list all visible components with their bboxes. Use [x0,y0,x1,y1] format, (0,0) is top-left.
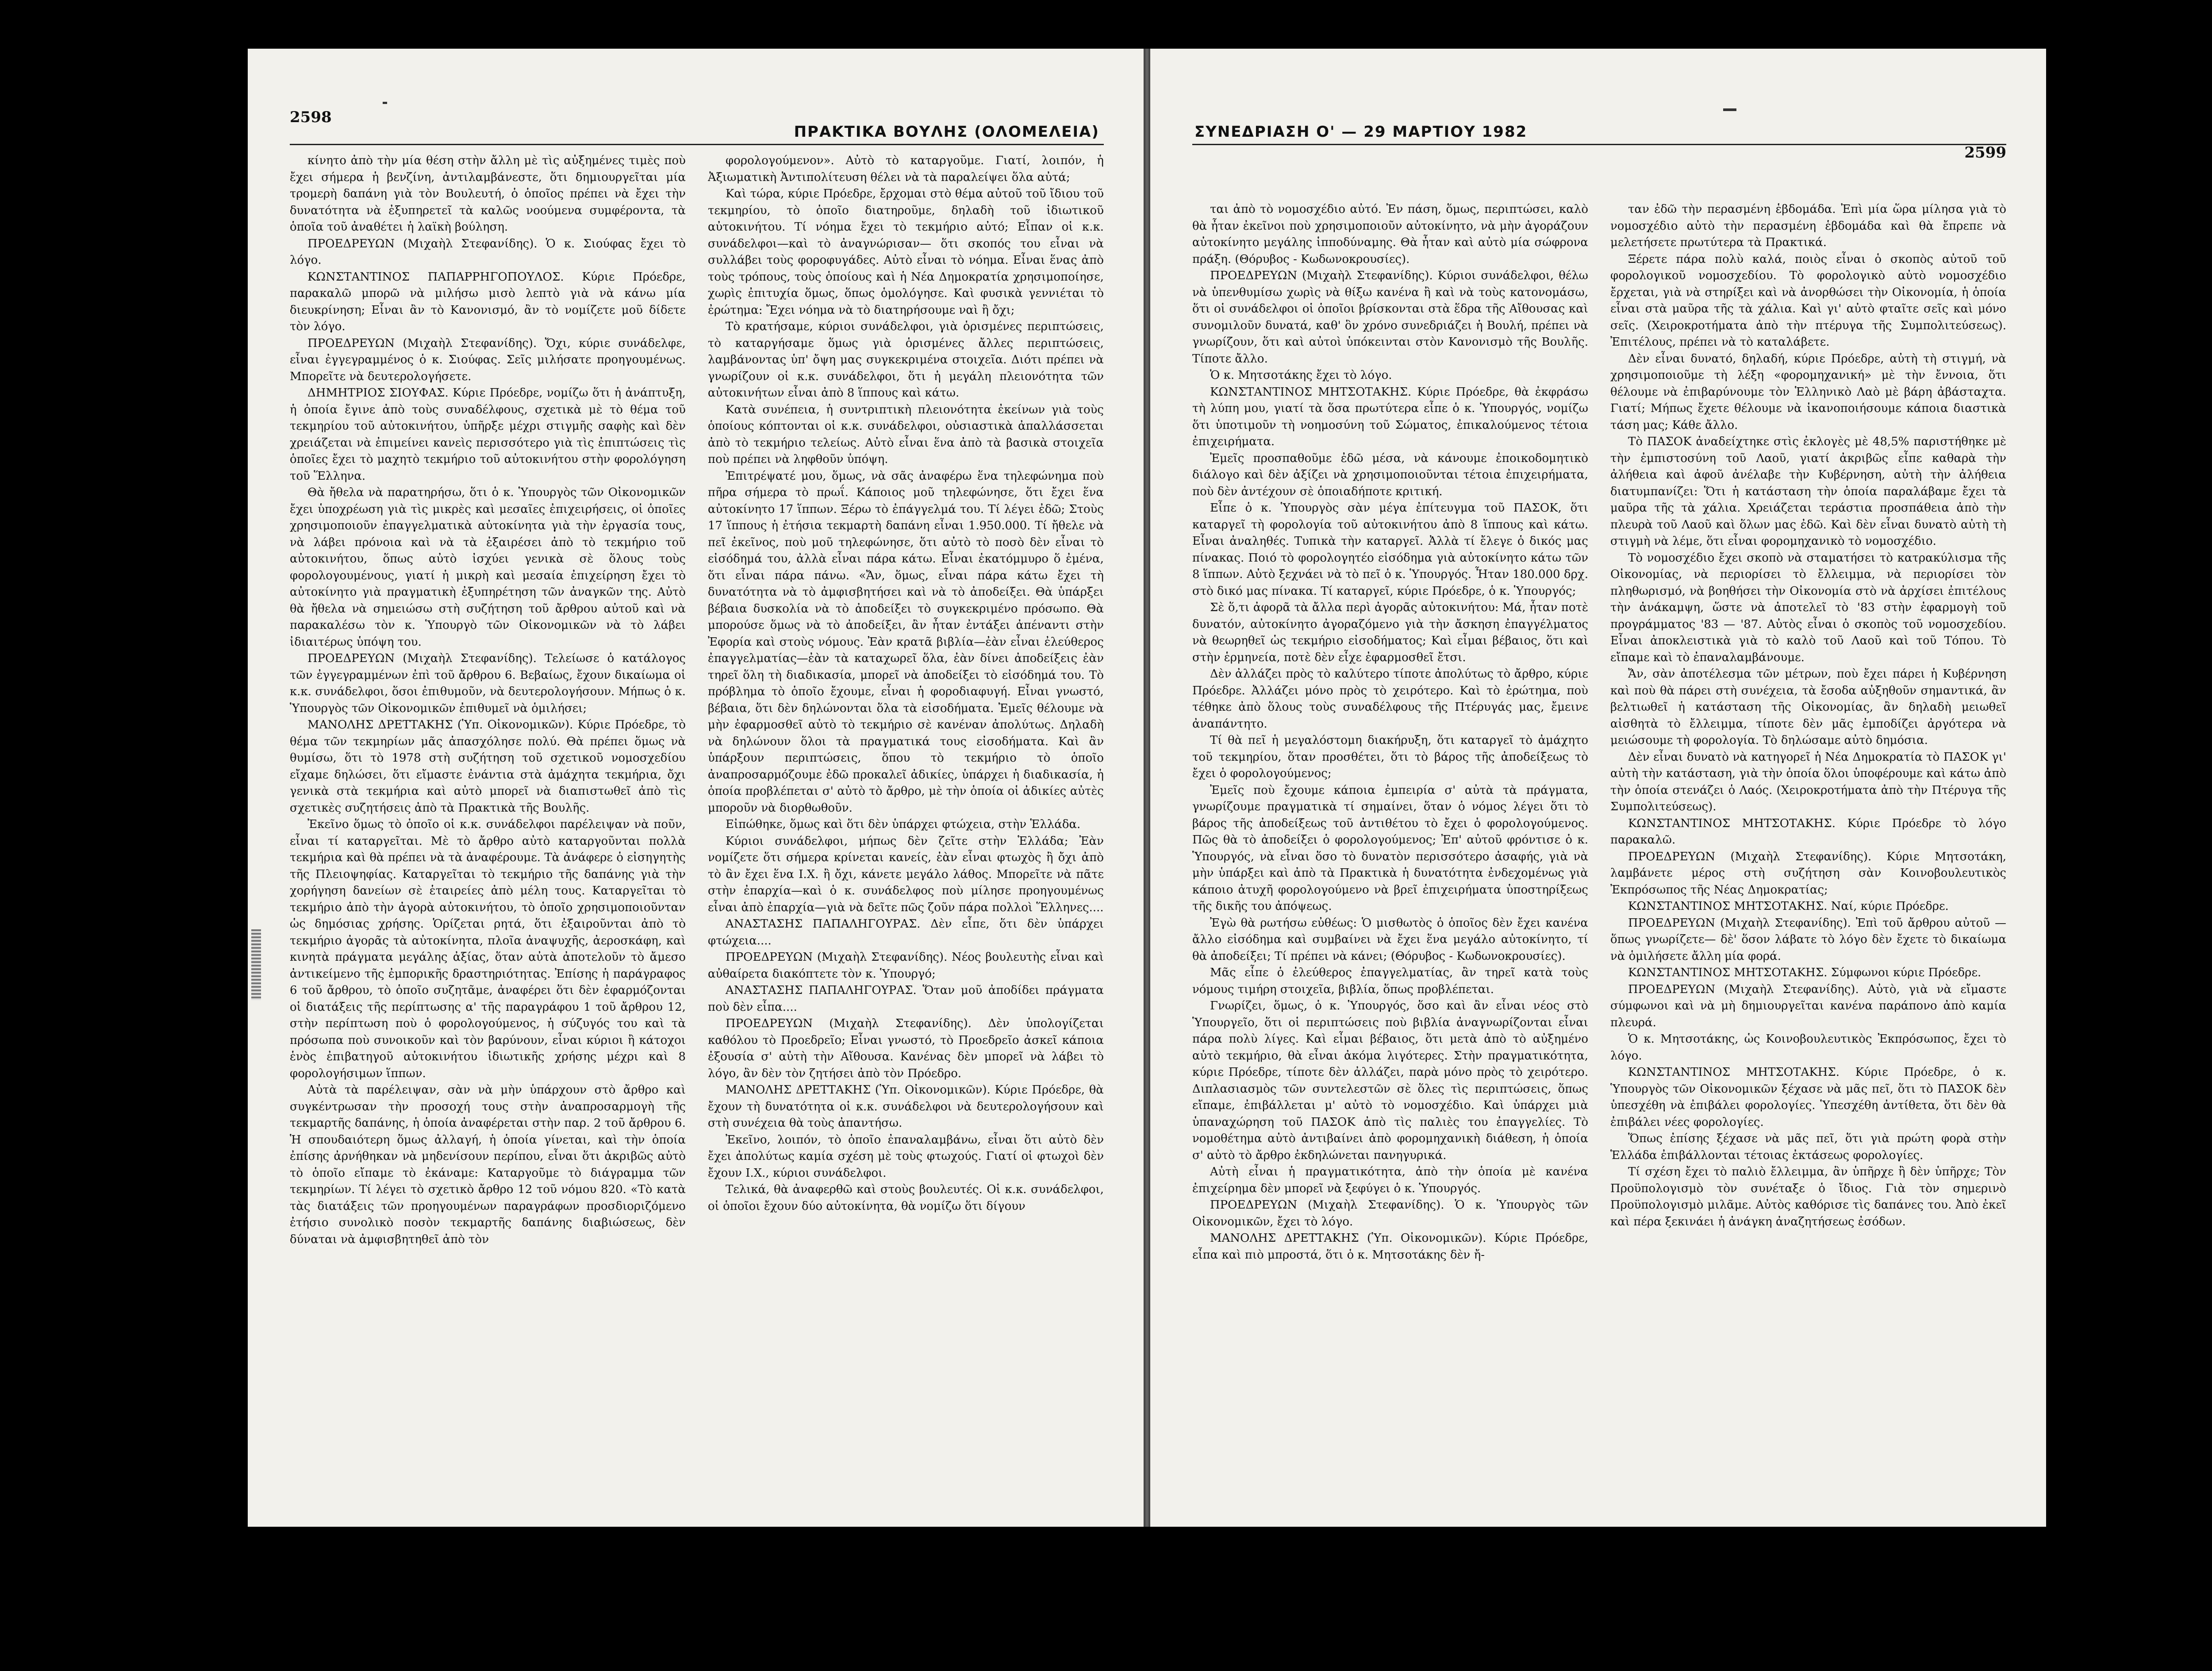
paragraph: ταν ἐδῶ τὴν περασμένη ἑβδομάδα. Ἐπὶ μία ὥρα μίλησα γιὰ τὸ νομοσχέδιο αὐτὸ τὴν περασμένη ἑβδομάδα καὶ θὰ ἔπρεπε νὰ μελετήσετε πρωτύτερα τὰ Πρακτικά. [1610,203,2006,249]
paragraph: ΑΝΑΣΤΑΣΗΣ ΠΑΠΑΛΗΓΟΥΡΑΣ. Δὲν εἶπε, ὅτι δὲν ὑπάρχει φτώχεια.... [708,917,1104,947]
paragraph: ΚΩΝΣΤΑΝΤΙΝΟΣ ΜΗΤΣΟΤΑΚΗΣ. Ναί, κύριε Πρόεδρε. [1628,900,1949,913]
paragraph: ΠΡΟΕΔΡΕΥΩΝ (Μιχαὴλ Στεφανίδης). Δὲν ὑπολογίζεται καθόλου τὸ Προεδρεῖο; Εἶναι γνωστό, τὸ Προεδρεῖο ἀσκεῖ κάποια ἐξουσία σ' αὐτὴ τὴν Αἴθουσα. Κανένας δὲν μπορεῖ νὰ λάβει τὸ λόγο, ἂν δὲν τὸν ζητήσει ἀπὸ τὸν Πρόεδρο. [708,1017,1104,1080]
text-column [290,153,686,1487]
paragraph: ΠΡΟΕΔΡΕΥΩΝ (Μιχαὴλ Στεφανίδης). Τελείωσε ὁ κατάλογος τῶν ἐγγεγραμμένων ἐπὶ τοῦ ἄρθρου 6. Βεβαίως, ἔχουν δικαίωμα οἱ κ.κ. συνάδελφοι, ὅσοι ἐπιθυμοῦν, νὰ δευτερολογήσουν. Μήπως ὁ κ. Ὑπουργὸς τῶν Οἰκονομικῶν ἐπιθυμεῖ νὰ ὁμιλήσει; [290,652,686,715]
paragraph: Κατὰ συνέπεια, ἡ συντριπτικὴ πλειονότητα ἐκείνων γιὰ τοὺς ὁποίους κόπτονται οἱ κ.κ. συνάδελφοι, οὐσιαστικὰ ἀπαλλάσσεται ἀπὸ τὸ τεκμήριο τελείως. Αὐτὸ εἶναι ἕνα ἀπὸ τὰ βασικὰ στοιχεῖα ποὺ πρέπει νὰ ληφθοῦν ὑπόψη. [708,403,1104,466]
paragraph: ΚΩΝΣΤΑΝΤΙΝΟΣ ΜΗΤΣΟΤΑΚΗΣ. Σύμφωνοι κύριε Πρόεδρε. [1628,966,1982,979]
paragraph: Τί σχέση ἔχει τὸ παλιὸ ἔλλειμμα, ἂν ὑπῆρχε ἢ δὲν ὑπῆρχε; Τὸν Προϋπολογισμὸ τὸν συνέταξε ὁ ἴδιος. Γιὰ τὸν σημερινὸ Προϋπολογισμὸ μιλᾶμε. Αὐτὸς καθόρισε τὶς δαπάνες του. Ἀπὸ ἐκεῖ καὶ πέρα ξεκινάει ἡ ἀνάγκη ἀναζητήσεως ἐσόδων. [1610,1165,2006,1228]
header-rule [1192,144,2006,145]
paragraph: Ὁ κ. Μητσοτάκης ἔχει τὸ λόγο. [1210,369,1392,382]
paragraph: Τὸ ΠΑΣΟΚ ἀναδείχτηκε στὶς ἐκλογὲς μὲ 48,5% παριστήθηκε μὲ τὴν ἐμπιστοσύνη τοῦ Λαοῦ, γιατί ἀκριβῶς εἶπε καθαρὰ τὴν ἀλήθεια καὶ ἀφοῦ ἀνέλαβε τὴν Κυβέρνηση, αὐτὴ τὴν ἀλήθεια διατυμπανίζει: Ὅτι ἡ κατάσταση τὴν ὁποία παραλάβαμε ἔχει τὰ μαῦρα τῆς τὰ χάλια. Χρειάζεται τεράστια προσπάθεια ἀπὸ τὴν πλευρὰ τοῦ Λαοῦ καὶ ὅλων μας ἐδῶ. Καὶ δὲν εἶναι δυνατὸ αὐτὴ τὴ στιγμὴ νὰ λέμε, ὅτι εἶναι φορομηχανικὸ τὸ νομοσχέδιο. [1610,435,2006,548]
text-column [1192,201,1588,1487]
paragraph: Ἐμεῖς προσπαθοῦμε ἐδῶ μέσα, νὰ κάνουμε ἐποικοδομητικὸ διάλογο καὶ δὲν ἀξίζει νὰ χρησιμοποιοῦνται τέτοια ἐπιχειρήματα, ποὺ δὲν ἀντέχουν σὲ ὁποιαδήποτε κριτική. [1192,451,1588,498]
paragraph: ΠΡΟΕΔΡΕΥΩΝ (Μιχαὴλ Στεφανίδης). Ὁ κ. Σιούφας ἔχει τὸ λόγο. [290,237,686,267]
paragraph: Τί θὰ πεῖ ἡ μεγαλόστομη διακήρυξη, ὅτι καταργεῖ τὸ ἀμάχητο τοῦ τεκμηρίου, ὅταν προσθέτει, ὅτι τὸ βάρος τῆς ἀποδείξεως τὸ ἔχει ὁ φορολογούμενος; [1192,734,1588,780]
paragraph: Ἐκεῖνο ὅμως τὸ ὁποῖο οἱ κ.κ. συνάδελφοι παρέλειψαν νὰ ποῦν, εἶναι τί καταργεῖται. Μὲ τὸ ἄρθρο αὐτὸ καταργοῦνται πολλὰ τεκμήρια καὶ θὰ πρέπει νὰ τὰ ἀναφέρουμε. Τὰ ἀνάφερε ὁ εἰσηγητὴς τῆς Πλειοψηφίας. Καταργεῖται τὸ τεκμήριο τῆς δαπάνης γιὰ τὴν χορήγηση δανείων σὲ ἑταιρείες ἀπὸ μέλη τους. Καταργεῖται τὸ τεκμήριο ἀπὸ τὴν ἀγορὰ αὐτοκινήτου, τὸ ὁποῖο χρησιμοποιοῦνταν ὡς δημόσιας χρήσης. Ὁρίζεται ρητά, ὅτι ἐξαιροῦνται ἀπὸ τὸ τεκμήριο ἀγορᾶς τὰ αὐτοκίνητα, πλοῖα ἀναψυχῆς, ἀεροσκάφη, καὶ κινητὰ πράγματα μεγάλης ἀξίας, ὅταν αὐτὰ ἀποτελοῦν τὸ ἄμεσο ἀντικείμενο τῆς ἐμπορικῆς δραστηριότητας. Ἐπίσης ἡ παράγραφος 6 τοῦ ἄρθρου, τὸ ὁποῖο συζητᾶμε, ἀναφέρει ὅτι δὲν ἐφαρμόζονται οἱ διατάξεις τῆς περίπτωσης α' τῆς παραγράφου 1 τοῦ ἄρθρου 12, στὴν περίπτωση ποὺ ὁ φορολογούμενος, ἡ σύζυγός του καὶ τὰ πρόσωπα ποὺ συνοικοῦν καὶ τὸν βαρύνουν, εἶναι κύριοι ἢ κάτοχοι ἑνὸς ἐπιβατηγοῦ αὐτοκινήτου ἰδιωτικῆς χρήσης μέχρι καὶ 8 φορολογήσιμων ἵππων. [290,818,686,1080]
book-gutter [1144,49,1150,1527]
paragraph: Ἄν, σὰν ἀποτέλεσμα τῶν μέτρων, ποὺ ἔχει πάρει ἡ Κυβέρνηση καὶ ποὺ θὰ πάρει στὴ συνέχεια, τὰ ἔσοδα αὐξηθοῦν σημαντικά, ἂν βελτιωθεῖ ἡ κατάσταση τῆς Οἰκονομίας, ἂν δηλαδὴ μειωθεῖ αἰσθητὰ τὸ ἔλλειμμα, τίποτε δὲν μᾶς ἐμποδίζει ἀργότερα νὰ μειώσουμε τὴ φορολογία. Τὸ δηλώσαμε αὐτὸ δημόσια. [1610,667,2006,747]
ink-mark [1723,108,1736,111]
paragraph: Ἐκεῖνο, λοιπόν, τὸ ὁποῖο ἐπαναλαμβάνω, εἶναι ὅτι αὐτὸ δὲν ἔχει ἀπολύτως καμία σχέση μὲ τοὺς φτωχούς. Γιατί οἱ φτωχοὶ δὲν ἔχουν Ι.Χ., κύριοι συνάδελφοι. [708,1133,1104,1180]
paragraph: Τὸ κρατήσαμε, κύριοι συνάδελφοι, γιὰ ὁρισμένες περιπτώσεις, τὸ καταργήσαμε ὅμως γιὰ ὁρισμένες ἄλλες περιπτώσεις, λαμβάνοντας ὑπ' ὄψη μας συγκεκριμένα στοιχεῖα. Διότι πρέπει νὰ γνωρίζουν οἱ κ.κ. συνάδελφοι, ὅτι ἡ μεγάλη πλειονότητα τῶν αὐτοκινήτων εἶναι ἀπὸ 8 ἵππους καὶ κάτω. [708,320,1104,400]
paragraph: Εἰπώθηκε, ὅμως καὶ ὅτι δὲν ὑπάρχει φτώχεια, στὴν Ἑλλάδα. [726,818,1081,831]
paragraph: Ὅπως ἐπίσης ξέχασε νὰ μᾶς πεῖ, ὅτι γιὰ πρώτη φορὰ στὴν Ἑλλάδα ἐπιβάλλονται τέτοιας ἐκτάσεως φορολογίες. [1610,1132,2006,1162]
paragraph: Δὲν ἀλλάζει πρὸς τὸ καλύτερο τίποτε ἀπολύτως τὸ ἄρθρο, κύριε Πρόεδρε. Ἀλλάζει μόνο πρὸς τὸ χειρότερο. Καὶ τὸ ἐρώτημα, ποὺ τέθηκε ἀπὸ ὅλους τοὺς συναδέλφους τῆς Πτέρυγάς μας, ἔμεινε ἀναπάντητο. [1192,667,1588,731]
edge-stamp [251,929,261,1000]
paragraph: Τελικά, θὰ ἀναφερθῶ καὶ στοὺς βουλευτές. Οἱ κ.κ. συνάδελφοι, οἱ ὁποῖοι ἔχουν δύο αὐτοκίνητα, θὰ νομίζω ὅτι δίγουν [708,1183,1104,1213]
paragraph: ΠΡΟΕΔΡΕΥΩΝ (Μιχαὴλ Στεφανίδης). Κύριοι συνάδελφοι, θέλω νὰ ὑπενθυμίσω χωρὶς νὰ θίξω κανένα ἢ καὶ νὰ τοὺς κατονομάσω, ὅτι οἱ συνάδελφοι οἱ ὁποῖοι βρίσκονται στὰ ἕδρα τῆς Αἴθουσας καὶ συνομιλοῦν δυνατά, καθ' ὃν χρόνο συνεδριάζει ἡ Βουλή, πρέπει νὰ γνωρίζουν, ὅτι καὶ αὐτοὶ ὑπόκεινται στὸν Κανονισμὸ τῆς Βουλῆς. Τίποτε ἄλλο. [1192,269,1588,366]
running-head: ΣΥΝΕΔΡΙΑΣΗ Ο' — 29 ΜΑΡΤΙΟΥ 1982 [1194,123,1528,141]
paragraph: Τὸ νομοσχέδιο ἔχει σκοπὸ νὰ σταματήσει τὸ κατρακύλισμα τῆς Οἰκονομίας, νὰ περιορίσει τὸ ἔλλειμμα, νὰ περιορίσει τὸν πληθωρισμό, νὰ βοηθήσει τὴν Οἰκονομία στὸ νὰ ἀρχίσει ἐπιτέλους τὴν ἀνάκαμψη, ὥστε νὰ ἀποτελεῖ τὸ '83 στὴν ἐφαρμογὴ τοῦ προγράμματος '83 — '87. Αὐτὸς εἶναι ὁ σκοπὸς τοῦ νομοσχεδίου. Εἶναι ἀποκλειστικὰ γιὰ τὸ καλὸ τοῦ Λαοῦ καὶ τοῦ Τόπου. Τὸ εἴπαμε καὶ τὸ ἐπαναλαμβάνουμε. [1610,551,2006,664]
paragraph: Ὁ κ. Μητσοτάκης, ὡς Κοινοβουλευτικὸς Ἐκπρόσωπος, ἔχει τὸ λόγο. [1610,1032,2006,1063]
paragraph: Γνωρίζει, ὅμως, ὁ κ. Ὑπουργός, ὅσο καὶ ἂν εἶναι νέος στὸ Ὑπουργεῖο, ὅτι οἱ περιπτώσεις ποὺ βιβλία ἀναγνωρίζονται εἶναι πάρα πολὺ λίγες. Καὶ εἶμαι βέβαιος, ὅτι μετὰ ἀπὸ τὸ αὐξημένο αὐτὸ τεκμήριο, θὰ εἶναι ἀκόμα λιγότερες. Στὴν πραγματικότητα, κύριε Πρόεδρε, τίποτε δὲν ἀλλάζει, παρὰ μόνο πρὸς τὸ χειρότερο. Διπλασιασμὸς τῶν συντελεστῶν σὲ ὅλες τὶς περιπτώσεις, ὅπως εἴπαμε, ἐπιβάλλεται μ' αὐτὸ τὸ νομοσχέδιο. Καὶ ὑπάρχει μιὰ ὑπαναχώρηση τοῦ ΠΑΣΟΚ ἀπὸ τὶς παλιὲς του ἐπαγγελίες. Τὸ νομοθέτημα αὐτὸ ἀντιβαίνει ἀπὸ φορομηχανικὴ διάθεση, ἡ ὁποία σ' αὐτὸ τὸ ἄρθρο ἐκδηλώνεται πανηγυρικά. [1192,999,1588,1162]
right-page [1150,49,2046,1527]
paragraph: ΚΩΝΣΤΑΝΤΙΝΟΣ ΜΗΤΣΟΤΑΚΗΣ. Κύριε Πρόεδρε, θὰ ἐκφράσω τὴ λύπη μου, γιατί τὰ ὅσα πρωτύτερα εἶπε ὁ κ. Ὑπουργός, νομίζω ὅτι ὑποτιμοῦν τὴ νοημοσύνη τοῦ Σώματος, ἐπικαλούμενος τέτοια ἐπιχειρήματα. [1192,385,1588,448]
page-number: 2599 [1964,144,2006,162]
paragraph: Ξέρετε πάρα πολὺ καλά, ποιὸς εἶναι ὁ σκοπὸς αὐτοῦ τοῦ φορολογικοῦ νομοσχεδίου. Τὸ φορολογικὸ αὐτὸ νομοσχέδιο ἔρχεται, γιὰ νὰ στηρίξει καὶ νὰ ἀνορθώσει τὴν Οἰκονομία, ἡ ὁποία εἶναι στὰ μαῦρα τῆς τὰ χάλια. Καὶ γι' αὐτὸ φταῖτε σεῖς καὶ μόνο σεῖς. (Χειροκροτήματα ἀπὸ τὴν πτέρυγα τῆς Συμπολιτεύσεως). Ἐπιτέλους, πρέπει νὰ τὸ καταλάβετε. [1610,252,2006,349]
text-columns [1192,201,2006,1487]
paragraph: Κύριοι συνάδελφοι, μήπως δὲν ζεῖτε στὴν Ἑλλάδα; Ἐὰν νομίζετε ὅτι σήμερα κρίνεται κανείς, ἐὰν εἶναι φτωχὸς ἢ ὄχι ἀπὸ τὸ ἂν ἔχει ἕνα Ι.Χ. ἢ ὄχι, κάνετε μεγάλο λάθος. Μπορεῖτε νὰ πᾶτε στὴν ἐπαρχία—καὶ ὁ κ. συνάδελφος ποὺ μίλησε προηγουμένως εἶναι ἀπὸ ἐπαρχία—γιὰ νὰ δεῖτε πῶς ζοῦν πάρα πολλοὶ Ἕλληνες.... [708,834,1104,914]
ink-mark [383,102,387,104]
paragraph: ΠΡΟΕΔΡΕΥΩΝ (Μιχαὴλ Στεφανίδης). Ἐπὶ τοῦ ἄρθρου αὐτοῦ —ὅπως γνωρίζετε— δὲ' ὅσον λάβατε τὸ λόγο δὲν ἔχετε τὸ δικαίωμα νὰ ὁμιλήσετε ἄλλη μία φορά. [1610,916,2006,963]
left-page [248,49,1144,1527]
paragraph: ΚΩΝΣΤΑΝΤΙΝΟΣ ΠΑΠΑΡΡΗΓΟΠΟΥΛΟΣ. Κύριε Πρόεδρε, παρακαλῶ μπορῶ νὰ μιλήσω μισὸ λεπτὸ γιὰ νὰ κάνω μία διευκρίνηση; Εἶναι ἂν τὸ Κανονισμό, ἂν τὸ νομίζετε μοῦ δίδετε τὸν λόγο. [290,270,686,333]
paragraph: ΠΡΟΕΔΡΕΥΩΝ (Μιχαὴλ Στεφανίδης). Ὄχι, κύριε συνάδελφε, εἶναι ἐγγεγραμμένος ὁ κ. Σιούφας. Σεῖς μιλήσατε προηγουμένως. Μπορεῖτε νὰ δευτερολογήσετε. [290,336,686,383]
paragraph: ΜΑΝΟΛΗΣ ΔΡΕΤΤΑΚΗΣ (Ὑπ. Οἰκονομικῶν). Κύριε Πρόεδρε, τὸ θέμα τῶν τεκμηρίων μᾶς ἀπασχόλησε πολύ. Θὰ πρέπει ὅμως νὰ θυμίσω, ὅτι τὸ 1978 στὴ συζήτηση τοῦ σχετικοῦ νομοσχεδίου εἴχαμε δηλώσει, ὅτι εἴμαστε ἐνάντια στὰ ἀμάχητα τεκμήρια, ὄχι γενικὰ στὰ τεκμήρια καὶ αὐτὸ μπορεῖ νὰ διαπιστωθεῖ ἀπὸ τὶς σχετικὲς συζητήσεις ἀπὸ τὰ Πρακτικὰ τῆς Βουλῆς. [290,718,686,815]
text-column [1610,201,2006,1487]
paragraph: Μᾶς εἶπε ὁ ἐλεύθερος ἐπαγγελματίας, ἂν τηρεῖ κατὰ τοὺς νόμους τιμήρη στοιχεῖα, βιβλία, ὅπως προβλέπεται. [1192,966,1588,996]
paragraph: Εἶπε ὁ κ. Ὑπουργὸς σὰν μέγα ἐπίτευγμα τοῦ ΠΑΣΟΚ, ὅτι καταργεῖ τὴ φορολογία τοῦ αὐτοκινήτου ἀπὸ 8 ἵππους καὶ κάτω. Εἶναι ἀναληθές. Τυπικὰ τὴν καταργεῖ. Ἀλλὰ τί ἔλεγε ὁ δικός μας πίνακας. Ποιό τὸ φορολογητέο εἰσόδημα γιὰ αὐτοκίνητο κάτω τῶν 8 ἵππων. Αὐτὸ ξεχνάει νὰ τὸ πεῖ ὁ κ. Ὑπουργός. Ἦταν 180.000 δρχ. στὸ δικό μας πίνακα. Τί καταργεῖ, κύριε Πρόεδρε, ὁ κ. Ὑπουργός; [1192,501,1588,598]
page-number: 2598 [290,108,332,126]
paragraph: ΚΩΝΣΤΑΝΤΙΝΟΣ ΜΗΤΣΟΤΑΚΗΣ. Κύριε Πρόεδρε, ὁ κ. Ὑπουργὸς τῶν Οἰκονομικῶν ξέχασε νὰ μᾶς πεῖ, ὅτι τὸ ΠΑΣΟΚ δὲν ὑπεσχέθη νὰ ἐπιβάλει φορολογίες. Ὑπεσχέθη ἀντίθετα, ὅτι δὲν θὰ ἐπιβάλει νέες φορολογίες. [1610,1066,2006,1129]
paragraph: Θὰ ἤθελα νὰ παρατηρήσω, ὅτι ὁ κ. Ὑπουργὸς τῶν Οἰκονομικῶν ἔχει ὑποχρέωση γιὰ τὶς μικρὲς καὶ μεσαῖες ἐπιχειρήσεις, οἱ ὁποῖες χρησιμοποιοῦν ἐπαγγελματικὰ αὐτοκίνητα γιὰ τὴν ἐργασία τους, νὰ λάβει πρόνοια καὶ νὰ τὰ ἐξαιρέσει ἀπὸ τὸ τεκμήριο τοῦ αὐτοκινήτου, ὅπως αὐτὸ ἰσχύει γενικὰ σὲ ὅλους τοὺς φορολογουμένους, γιατί ἡ μικρὴ καὶ μεσαία ἐπιχείρηση ἔχει τὸ αὐτοκίνητο γιὰ πραγματικὴ ἐξυπηρέτηση τῶν ἀναγκῶν της. Αὐτὸ θὰ ἤθελα νὰ σημειώσω στὴ συζήτηση τοῦ ἄρθρου αὐτοῦ καὶ νὰ παρακαλέσω τὸν κ. Ὑπουργὸ τῶν Οἰκονομικῶν νὰ τὸ λάβει ἰδιαιτέρως ὑπόψη του. [290,486,686,649]
text-columns [290,153,1104,1487]
paragraph: ΠΡΟΕΔΡΕΥΩΝ (Μιχαὴλ Στεφανίδης). Κύριε Μητσοτάκη, λαμβάνετε μέρος στὴ συζήτηση σὰν Κοινοβουλευτικὸς Ἐκπρόσωπος τῆς Νέας Δημοκρατίας; [1610,850,2006,897]
paragraph: φορολογούμενον». Αὐτὸ τὸ καταργοῦμε. Γιατί, λοιπόν, ἡ Ἀξιωματικὴ Ἀντιπολίτευση θέλει νὰ τὰ παραλείψει ὅλα αὐτά; [708,154,1104,184]
paragraph: ΔΗΜΗΤΡΙΟΣ ΣΙΟΥΦΑΣ. Κύριε Πρόεδρε, νομίζω ὅτι ἡ ἀνάπτυξη, ἡ ὁποία ἔγινε ἀπὸ τοὺς συναδέλφους, σχετικὰ μὲ τὸ θέμα τοῦ τεκμηρίου τοῦ αὐτοκινήτου, ὑπῆρξε μέχρι στιγμῆς σαφὴς καὶ δὲν χρειάζεται νὰ ἐπιμείνει κανεὶς περισσότερο γιὰ τὶς ἐπιπτώσεις τὶς ὁποῖες ἔχει τὸ μαχητὸ τεκμήριο τοῦ αὐτοκινήτου στὴν φορολόγηση τοῦ Ἕλληνα. [290,386,686,483]
paragraph: ΠΡΟΕΔΡΕΥΩΝ (Μιχαὴλ Στεφανίδης). Ὁ κ. Ὑπουργὸς τῶν Οἰκονομικῶν, ἔχει τὸ λόγο. [1192,1198,1588,1228]
paragraph: ΠΡΟΕΔΡΕΥΩΝ (Μιχαὴλ Στεφανίδης). Νέος βουλευτὴς εἶναι καὶ αὐθαίρετα διακόπτετε τὸν κ. Ὑπουργό; [708,951,1104,981]
paragraph: Αὐτὰ τὰ παρέλειψαν, σὰν νὰ μὴν ὑπάρχουν στὸ ἄρθρο καὶ συγκέντρωσαν τὴν προσοχή τους στὴν ἀναπροσαρμογὴ τῆς τεκμαρτῆς δαπάνης, ἡ ὁποία ἀναφέρεται στὴν παρ. 2 τοῦ ἄρθρου 6. Ἡ σπουδαιότερη ὅμως ἀλλαγή, ἡ ὁποία γίνεται, καὶ τὴν ὁποία ἐπίσης ἀρνήθηκαν νὰ μηδενίσουν περίπου, εἶναι ὅτι ἀκριβῶς αὐτὸ τὸ ὁποῖο εἴπαμε τὸ ἐκάναμε: Καταργοῦμε τὸ διάγραμμα τῶν τεκμηρίων. Τί λέγει τὸ σχετικὸ ἄρθρο 12 τοῦ νόμου 820. «Τὸ κατὰ τὰς διατάξεις τῶν προηγουμένων παραγράφων προσδιοριζόμενο ἐτήσιο συνολικὸ ποσὸν τεκμαρτῆς δαπάνης διαβιώσεως, δὲν δύναται νὰ ἀμφισβητηθεῖ ἀπὸ τὸν [290,1083,686,1246]
paragraph: ται ἀπὸ τὸ νομοσχέδιο αὐτό. Ἐν πάση, ὅμως, περιπτώσει, καλὸ θὰ ἦταν ἐκεῖνοι ποὺ χρησιμοποιοῦν αὐτοκίνητο, νὰ μὴν ἀγοράζουν αὐτοκίνητο μεγάλης ἱπποδύναμης. Θὰ ἦταν καὶ αὐτὸ μία σώφρονα πράξη. (Θόρυβος - Κωδωνοκρουσίες). [1192,203,1588,266]
paragraph: Δὲν εἶναι δυνατὸ νὰ κατηγορεῖ ἡ Νέα Δημοκρατία τὸ ΠΑΣΟΚ γι' αὐτὴ τὴν κατάσταση, γιὰ τὴν ὁποία ὅλοι ὑποφέρουμε καὶ κάτω ἀπὸ τὴν ὁποία στενάζει ὁ Λαός. (Χειροκροτήματα ἀπὸ τὴν Πτέρυγα τῆς Συμπολιτεύσεως). [1610,750,2006,813]
paragraph: κίνητο ἀπὸ τὴν μία θέση στὴν ἄλλη μὲ τὶς αὐξημένες τιμὲς ποὺ ἔχει σήμερα ἡ βενζίνη, ἀντιλαμβάνεστε, ὅτι δημιουργεῖται μία τρομερὴ δαπάνη γιὰ τὸν Βουλευτή, ὁ ὁποῖος πρέπει νὰ ἔχει τὴν δυνατότητα νὰ ἐξυπηρετεῖ τὰ καλῶς νοούμενα συμφέροντα, τὰ ὁποῖα τοῦ ἀναθέτει ἡ λαϊκὴ βούληση. [290,154,686,234]
paragraph: Ἐπιτρέψατέ μου, ὅμως, νὰ σᾶς ἀναφέρω ἕνα τηλεφώνημα ποὺ πῆρα σήμερα τὸ πρωΐ. Κάποιος μοῦ τηλεφώνησε, ὅτι ἔχει ἕνα αὐτοκίνητο 17 ἵππων. Ξέρω τὸ ἐπάγγελμά του. Τί λέγει ἐδῶ; Στοὺς 17 ἵππους ἡ ἐτήσια τεκμαρτὴ δαπάνη εἶναι 1.950.000. Τί ἤθελε νὰ πεῖ ἐκεῖνος, ποὺ μοῦ τηλεφώνησε, ὅτι αὐτὸ τὸ ποσὸ δὲν εἶναι τὸ εἰσόδημά του, ἀλλὰ εἶναι πάρα κάτω. Εἶναι ἐκατόμμυρο ὅ ἐμένα, ὅτι εἶναι πάρα πάνω. «Ἄν, ὅμως, εἶναι πάρα κάτω ἔχει τὴ δυνατότητα νὰ τὸ ἀμφισβητήσει καὶ νὰ τὸ ἀποδείξει. Θὰ ὑπάρξει βέβαια δυσκολία νὰ τὸ ἀποδείξει τὸ συγκεκριμένο πρόσωπο. Θὰ μπορούσε ὅμως νὰ τὸ ἀποδείξει, ἂν ἦταν ἐντάξει ἀπέναντι στὴν Ἐφορία καὶ στοὺς νόμους. Ἐὰν κρατᾶ βιβλία—ἐὰν εἶναι ἐλεύθερος ἐπαγγελματίας—ἐὰν τὰ καταχωρεῖ ὅλα, ἐὰν δίνει ἀποδείξεις ἐὰν τηρεῖ ὅλη τὴ διαδικασία, μπορεῖ νὰ ἀποδείξει τὸ εἰσόδημά του. Τὸ πρόβλημα τὸ ὁποῖο ἔχουμε, εἶναι ἡ φοροδιαφυγή. Εἶναι γνωστό, βέβαια, ὅτι δὲν δηλώνονται ὅλα τὰ εἰσοδήματα. Ἐμεῖς θέλουμε νὰ μὴν ἐφαρμοσθεῖ αὐτὸ τὸ τεκμήριο σὲ κανέναν ἀπολύτως. Δηλαδὴ νὰ δηλώνουν ὅλοι τὰ πραγματικά τους εἰσοδήματα. Καὶ ἂν ὑπάρξουν περιπτώσεις, ὅπου τὸ τεκμήριο τὸ ὁποῖο ἀναπροσαρμόζουμε ἐδῶ προκαλεῖ ἀδικίες, ὑπάρχει ἡ διαδικασία, ἡ ὁποία προβλέπεται σ' αὐτὸ τὸ ἄρθρο, μὲ τὴν ὁποία οἱ ἀδικίες αὐτὲς μποροῦν νὰ διορθωθοῦν. [708,469,1104,815]
header-rule [290,144,1104,145]
paragraph: Καὶ τώρα, κύριε Πρόεδρε, ἔρχομαι στὸ θέμα αὐτοῦ τοῦ ἴδιου τοῦ τεκμηρίου, τὸ ὁποῖο διατηροῦμε, δηλαδὴ τοῦ ἰδιωτικοῦ αὐτοκινήτου. Τί νόημα ἔχει τὸ τεκμήριο αὐτό; Εἶπαν οἱ κ.κ. συνάδελφοι—καὶ τὸ ἀναγνώρισαν— ὅτι σκοπός του εἶναι νὰ συλλάβει τοὺς φοροφυγάδες. Αὐτὸ εἶναι τὸ νόημα. Εἶναι ἕνας ἀπὸ τοὺς τρόπους, τοὺς ὁποίους καὶ ἡ Νέα Δημοκρατία χρησιμοποίησε, χωρὶς ἐπιτυχία ὅμως, ὅπως ὁμολόγησε. Καὶ φυσικὰ γεννιέται τὸ ἐρώτημα: Ἔχει νόημα νὰ τὸ διατηρήσουμε ναὶ ἢ ὄχι; [708,187,1104,317]
paragraph: ΜΑΝΟΛΗΣ ΔΡΕΤΤΑΚΗΣ (Ὑπ. Οἰκονομικῶν). Κύριε Πρόεδρε, θὰ ἔχουν τὴ δυνατότητα οἱ κ.κ. συνάδελφοι νὰ δευτερολογήσουν καὶ στὴ συνέχεια θὰ τοὺς ἀπαντήσω. [708,1083,1104,1130]
paragraph: Σὲ ὅ,τι ἀφορᾶ τὰ ἄλλα περὶ ἀγορᾶς αὐτοκινήτου: Μά, ἦταν ποτὲ δυνατόν, αὐτοκίνητο ἀγοραζόμενο γιὰ τὴν ἄσκηση ἐπαγγέλματος νὰ θεωρηθεῖ ὡς τεκμήριο εἰσοδήματος; Καὶ εἶμαι βέβαιος, ὅτι καὶ στὴν ἑρμηνεία, ποτὲ δὲν εἶχε ἐφαρμοσθεῖ ἔτσι. [1192,601,1588,664]
paragraph: Ἐμεῖς ποὺ ἔχουμε κάποια ἐμπειρία σ' αὐτὰ τὰ πράγματα, γνωρίζουμε πραγματικὰ τί σημαίνει, ὅταν ὁ νόμος λέγει ὅτι τὸ βάρος τῆς ἀποδείξεως τοῦ ἀντιθέτου τὸ ἔχει ὁ φορολογούμενος. Πῶς θὰ τὸ ἀποδείξει ὁ φορολογούμενος; Ἐπ' αὐτοῦ φρόντισε ὁ κ. Ὑπουργός, νὰ εἶναι ὅσο τὸ δυνατὸν περισσότερο ἀσαφής, γιὰ νὰ μὴν ὑπάρξει καὶ ἀπὸ τὰ Πρακτικὰ ἡ δυνατότητα ἐνδεχομένως γιὰ κάποιο ἀτυχῆ φορολογούμενο νὰ βρεῖ ἐπιχειρήματα ὑποστηρίξεως τῆς δικῆς του ἀπόψεως. [1192,783,1588,913]
paragraph: Ἐγὼ θὰ ρωτήσω εὐθέως: Ὁ μισθωτὸς ὁ ὁποῖος δὲν ἔχει κανένα ἄλλο εἰσόδημα καὶ συμβαίνει νὰ ἔχει ἕνα μεγάλο αὐτοκίνητο, τί θὰ ἀποδείξει; Τί πρέπει νὰ κάνει; (Θόρυβος - Κωδωνοκρουσίες). [1192,916,1588,963]
running-head: ΠΡΑΚΤΙΚΑ ΒΟΥΛΗΣ (ΟΛΟΜΕΛΕΙΑ) [794,123,1099,141]
text-column [708,153,1104,1487]
paragraph: ΜΑΝΟΛΗΣ ΔΡΕΤΤΑΚΗΣ (Ὑπ. Οἰκονομικῶν). Κύριε Πρόεδρε, εἶπα καὶ πιὸ μπροστά, ὅτι ὁ κ. Μητσοτάκης δὲν ἤ- [1192,1232,1588,1262]
paragraph: Αὐτὴ εἶναι ἡ πραγματικότητα, ἀπὸ τὴν ὁποία μὲ κανένα ἐπιχείρημα δὲν μπορεῖ νὰ ξεφύγει ὁ κ. Ὑπουργός. [1192,1165,1588,1195]
paragraph: ΠΡΟΕΔΡΕΥΩΝ (Μιχαὴλ Στεφανίδης). Αὐτὸ, γιὰ νὰ εἴμαστε σύμφωνοι καὶ νὰ μὴ δημιουργεῖται κανένα παράπονο ἀπὸ καμία πλευρά. [1610,982,2006,1029]
paragraph: ΑΝΑΣΤΑΣΗΣ ΠΑΠΑΛΗΓΟΥΡΑΣ. Ὅταν μοῦ ἀποδίδει πράγματα ποὺ δὲν εἶπα.... [708,984,1104,1014]
paragraph: ΚΩΝΣΤΑΝΤΙΝΟΣ ΜΗΤΣΟΤΑΚΗΣ. Κύριε Πρόεδρε τὸ λόγο παρακαλῶ. [1610,816,2006,847]
paragraph: Δὲν εἶναι δυνατό, δηλαδή, κύριε Πρόεδρε, αὐτὴ τὴ στιγμή, νὰ χρησιμοποιοῦμε τὴ λέξη «φορομηχανική» μὲ τὴν ἔννοια, ὅτι θέλουμε νὰ ἐπιβαρύνουμε τὸν Ἑλληνικὸ Λαὸ μὲ βάρη ἀβάσταχτα. Γιατί; Μήπως ἔχετε θέλουμε νὰ ἱκανοποιήσουμε κάποια διαστικὰ τάση μας; Κάθε ἄλλο. [1610,352,2006,432]
